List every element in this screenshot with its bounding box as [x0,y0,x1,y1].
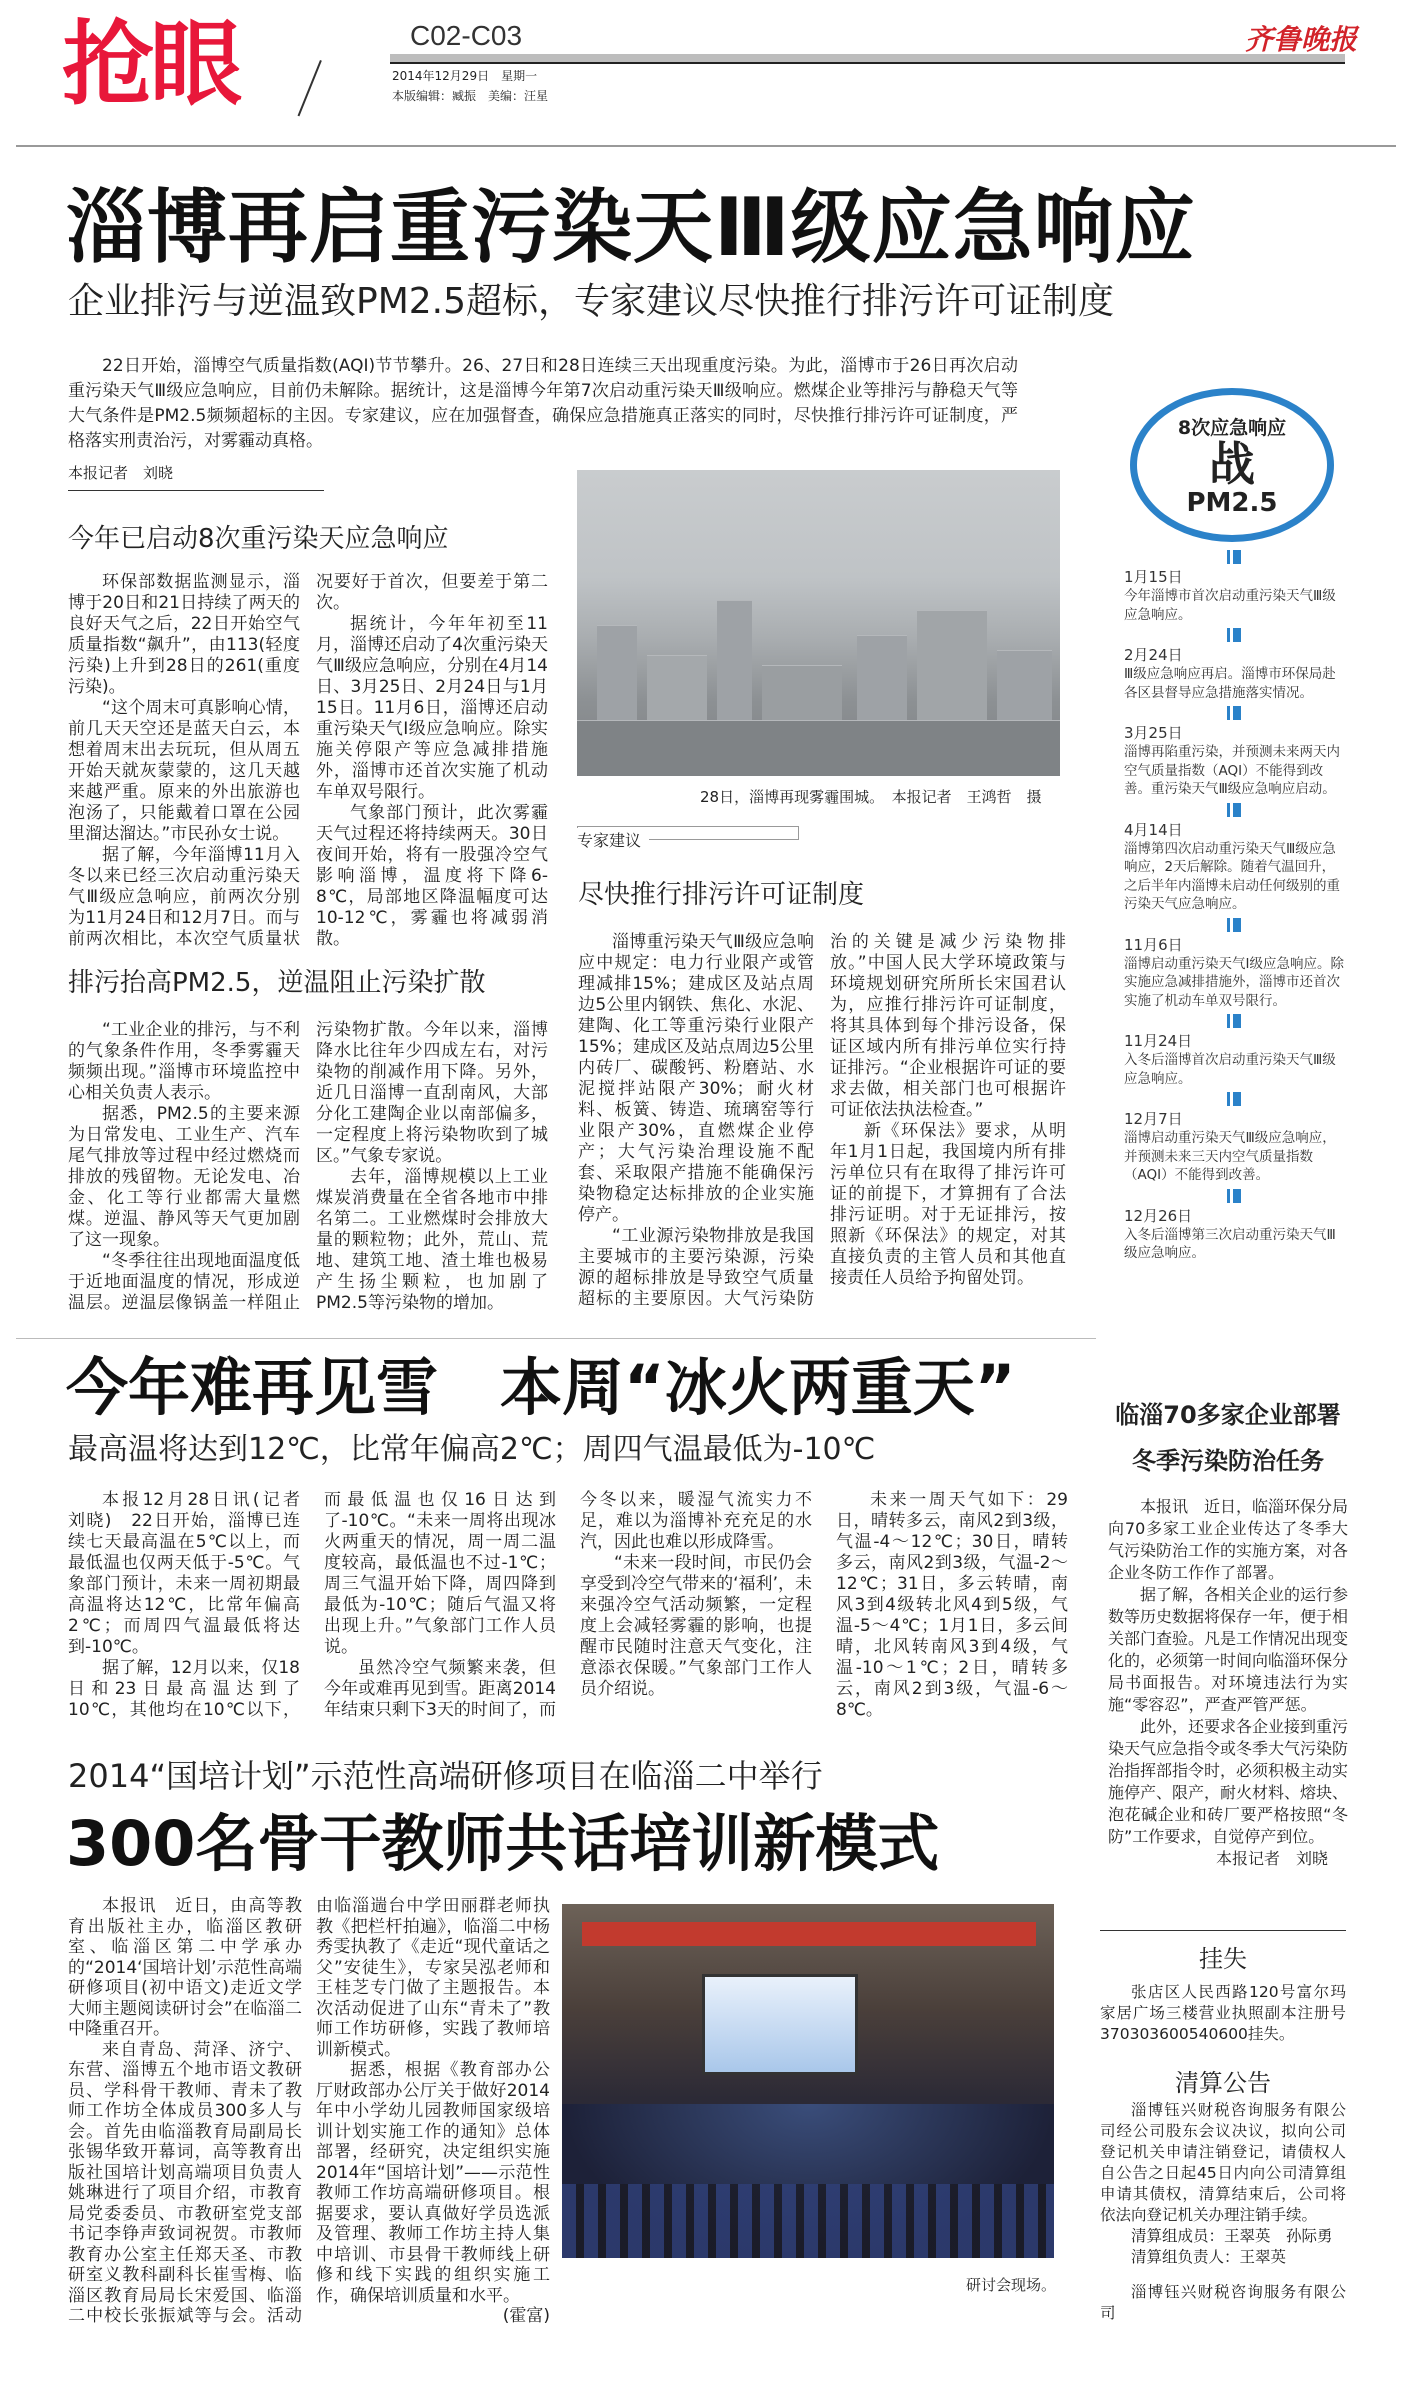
timeline-text: 淄博启动重污染天气Ⅰ级应急响应。除实施应急减排措施外，淄博市还首次实施了机动车单双号限行。 [1124,955,1344,1009]
timeline-date: 1月15日 [1124,568,1183,586]
badge-bottom: PM2.5 [1186,488,1278,518]
paragraph: 此外，还要求各企业接到重污染天气应急指令或冬季大气污染防治指挥部指令时，必须积极主动实施停产、限产，耐火材料、熔块、泡花碱企业和砖厂要严格按照“冬防”工作要求，自觉停产到位。 [1108,1717,1349,1846]
main-headline: 淄博再启重污染天Ⅲ级应急响应 [66,181,1196,274]
weather-headline: 今年难再见雪 本周“冰火两重天” [66,1351,1016,1424]
photo-caption: 28日，淄博再现雾霾围城。 本报记者 王鸿哲 摄 [700,788,1042,806]
timeline-text: 入冬后淄博首次启动重污染天气Ⅲ级应急响应。 [1124,1052,1336,1087]
paragraph: 本报讯 近日，由高等教育出版社主办，临淄区教研室、临淄区第二中学承办的“2014‘国培计划’示范性高端研修项目(初中语文)走近文学大师主题阅读研讨会”在临淄二中隆重召开。 [68,1896,302,2039]
section3-title: 尽快推行排污许可证制度 [578,880,865,910]
timeline-text: 淄博再陷重污染，并预测未来两天内空气质量指数（AQI）不能得到改善。重污染天气Ⅲ级应急响应启动。 [1124,744,1340,797]
paragraph: 据悉，根据《教育部办公厅财政部办公厅关于做好2014年中小学幼儿园教师国家级培训计划实施工作的通知》总体部署，经研究，决定组织实施2014年“国培计划”——示范性教师工作坊高端研修项目。根据要求，要认真做好学员选派及管理、教师工作坊主持人集中培训、市县骨干教师线上研修和线下实践的组织实施工作，确保培训质量和水平。 [316,2060,550,2306]
timeline-date: 4月14日 [1124,820,1183,839]
section-rule [16,1338,1096,1339]
section3-body [578,932,1066,1310]
paragraph: 虽然冷空气频繁来袭，但今年或难再见到雪。距离2014年结束只剩下3天的时间了，而今冬以来，暖湿气流实力不足，难以为淄博补充充足的水汽，因此也难以形成降雪。 [324,1490,812,1720]
lost-text: 张店区人民西路120号富尔玛家居广场三楼营业执照副本注册号370303600540600挂失。 [1100,1983,1346,2043]
badge-main: 战 [1209,437,1255,491]
paragraph: 本报12月28日讯(记者 刘晓) 22日开始，淄博已连续七天最高温在5℃以上，而最低温也仅两天低于-5℃。气象部门预计，未来一周初期最高温将达12℃，比常年偏高2℃；而周四气温最低将达到-10℃。 [68,1490,317,1657]
paragraph: 据了解，今年淄博11月入冬以来已经三次启动重污染天气Ⅲ级应急响应，前两次分别为11月24日和12月7日。而与前两次相比，本次空气质量状况要好于首次，但要差于第二次。 [68,572,548,949]
timeline-date: 12月26日 [1124,1206,1193,1225]
timeline-date: 2月24日 [1124,646,1183,664]
paragraph: 淄博重污染天气Ⅲ级应急响应中规定：电力行业限产或管理减排15%；建成区及站点周边5公里内钢铁、焦化、水泥、建陶、化工等重污染行业限产15%；建成区及站点周边5公里内砖厂、碳酸钙、粉磨站、水泥搅拌站限产30%；耐火材料、板簧、铸造、琉璃窑等行业限产30%，直燃煤企业停产；大气污染治理设施不配套、采取限产措施不能确保污染物稳定达标排放的企业实施停产。 [578,932,814,1225]
section1-title: 今年已启动8次重污染天应急响应 [68,524,449,554]
page-numbers: C02-C03 [410,20,523,51]
timeline-text: 淄博第四次启动重污染天气Ⅲ级应急响应，2天后解除。随着气温回升，之后半年内淄博未启动任何级别的重污染天气应急响应。 [1124,840,1340,912]
liquidation-leader: 清算组负责人：王翠英 [1131,2248,1287,2266]
timeline-text: 淄博启动重污染天气Ⅲ级应急响应，并预测未来三天内空气质量指数（AQI）不能得到改善。 [1124,1130,1336,1183]
lost-title: 挂失 [1199,1945,1247,1973]
section2-body [68,1020,548,1314]
weather-body [68,1490,1068,1721]
badge-top: 8次应急响应 [1177,417,1287,439]
paragraph: “未来一段时间，市民仍会享受到冷空气带来的‘福利’，未来强冷空气活动频繁，一定程度上会减轻雾霾的影响，也提醒市民随时注意天气变化，注意添衣保暖。”气象部门工作人员介绍说。 [580,1553,812,1699]
paragraph: 据悉，PM2.5的主要来源为日常发电、工业生产、汽车尾气排放等过程中经过燃烧而排放的残留物。无论发电、冶金、化工等行业都需大量燃煤。逆温、静风等天气更加剧了这一现象。 [68,1104,300,1250]
timeline-text: Ⅲ级应急响应再启。淄博市环保局赴各区县督导应急措施落实情况。 [1124,666,1336,701]
notice-rule [1100,1930,1346,1931]
byline-rule [68,490,324,491]
paragraph: “工业企业的排污，与不利的气象条件作用，冬季雾霾天频频出现。”淄博市环境监控中心相关负责人表示。 [68,1020,300,1103]
byline: 本报记者 刘晓 [68,464,174,482]
paragraph: 本报讯 近日，临淄环保分局向70多家工业企业传达了冬季大气污染防治工作的实施方案，对各企业冬防工作作了部署。 [1108,1497,1349,1582]
paragraph: 新《环保法》要求，从明年1月1日起，我国境内所有排污单位只有在取得了排污许可证的前提下，才算拥有了合法排污证明。对于无证排污，按照新《环保法》的规定，对其直接负责的主管人员和其他直接责任人员给予拘留处罚。 [830,1121,1066,1288]
paragraph: 据了解，12月以来，仅18日和23日最高温达到了10℃，其他均在10℃以下，而最低温也仅16日达到了-10℃。“未来一周将出现冰火两重天的情况，周一周二温度较高，最低温也不过-1℃；周三气温开始下降，周四降到最低为-10℃；随后气温又将出现上升。”气象部门工作人员说。 [68,1490,556,1720]
timeline-date: 11月24日 [1124,1032,1193,1050]
timeline-connector-icon [1230,1092,1241,1106]
teachers-kicker: 2014“国培计划”示范性高端研修项目在临淄二中举行 [68,1757,823,1795]
expert-tag: 专家建议 [577,828,649,851]
timeline-connector-icon [1230,803,1241,817]
paragraph: 去年，淄博规模以上工业煤炭消费量在全省各地市中排名第二。工业燃煤时会排放大量的颗粒物；此外，荒山、荒地、建筑工地、渣土堆也极易产生扬尘颗粒，也加剧了PM2.5等污染物的增加。 [316,1167,548,1313]
seminar-photo [562,1904,1054,2258]
header-meta [392,66,548,106]
editors: 本版编辑：臧振 美编：汪星 [392,89,549,103]
paragraph: “工业源污染物排放是我国主要城市的主要污染源，污染源的超标排放是导致空气质量超标的主要原因。大气污染防治的关键是减少污染物排放。”中国人民大学环境政策与环境规划研究所所长宋国君认为，应推行排污许可证制度，将其具体到每个排污设备，保证区域内所有排污单位实行持证排污。“企业根据许可证的要求去做，相关部门也可根据许可证依法执法检查。” [578,932,1066,1309]
timeline-connector-icon [1230,918,1241,932]
weather-subheadline: 最高温将达到12℃，比常年偏高2℃；周四气温最低为-10℃ [68,1432,876,1467]
section2-title: 排污抬高PM2.5，逆温阻止污染扩散 [68,968,486,998]
main-subheadline: 企业排污与逆温致PM2.5超标，专家建议尽快推行排污许可证制度 [68,281,1115,322]
timeline-text: 入冬后淄博第三次启动重污染天气Ⅲ级应急响应。 [1124,1226,1336,1261]
timeline-connector-icon [1230,706,1241,720]
liquidation-title: 清算公告 [1175,2069,1271,2097]
paragraph: 未来一周天气如下：29日，晴转多云，南风2到3级，气温-4～12℃；30日，晴转多云，南风2到3级，气温-2～12℃；31日，多云转晴，南风3到4级转北风4到5级，气温-5～4℃；1月1日，多云间晴，北风转南风3到4级，气温-10～1℃；2日，晴转多云，南风2到3级，气温-6～8℃。 [836,1490,1068,1720]
timeline-date: 3月25日 [1124,724,1183,742]
paragraph: 环保部数据监测显示，淄博于20日和21日持续了两天的良好天气之后，22日开始空气质量指数“飙升”，由113(轻度污染)上升到28日的261(重度污染)。 [68,572,300,697]
timeline [1124,546,1346,1263]
timeline-connector-icon [1230,550,1241,564]
linzi-byline: 本报记者 刘晓 [1215,1849,1328,1868]
timeline-text: 今年淄博市首次启动重污染天气Ⅲ级应急响应。 [1124,588,1336,623]
section1-body [68,572,548,950]
timeline-date: 11月6日 [1124,935,1183,954]
liquidation-text: 淄博钰兴财税咨询服务有限公司经公司股东会议决议，拟向公司登记机关申请注销登记，请债权人自公告之日起45日内向公司清算组申请其债权，清算结束后，公司将依法向登记机关办理注销手续。 [1100,2101,1346,2224]
teachers-headline: 300名骨干教师共话培训新模式 [66,1807,940,1880]
paragraph: 气象部门预计，此次雾霾天气过程还将持续两天。30日夜间开始，将有一股强冷空气影响淄博，温度将下降6-8℃，局部地区降温幅度可达10-12℃，雾霾也将减弱消散。 [316,803,548,949]
paragraph: “这个周末可真影响心情，前几天天空还是蓝天白云，本想着周末出去玩玩，但从周五开始天就灰蒙蒙的，这几天越来越严重。原来的外出旅游也泡汤了，只能戴着口罩在公园里溜达溜达。”市民孙女士说。 [68,698,300,844]
header-divider [298,60,322,116]
liquidation-members: 清算组成员：王翠英 孙际勇 [1131,2227,1333,2245]
pm25-badge [1130,388,1334,542]
linzi-body [1108,1496,1348,1870]
teachers-body [68,1896,550,2327]
timeline-connector-icon [1230,628,1241,642]
lead-paragraph: 22日开始，淄博空气质量指数(AQI)节节攀升。26、27日和28日连续三天出现重度污染。为此，淄博市于26日再次启动重污染天气Ⅲ级应急响应，目前仍未解除。据统计，这是淄博今年第7次启动重污染天Ⅲ级响应。燃煤企业等排污与静稳天气等大气条件是PM2.5频频超标的主因。专家建议，应在加强督查，确保应急措施真正落实的同时，尽快推行排污许可证制度，严格落实刑责治污，对雾霾动真格。 [68,356,1018,451]
timeline-connector-icon [1230,1189,1241,1203]
timeline-connector-icon [1230,1014,1241,1028]
smog-city-photo [577,470,1060,776]
paragraph: “冬季往往出现地面温度低于近地面温度的情况，形成逆温层。逆温层像锅盖一样阻止污染物扩散。今年以来，淄博降水比往年少四成左右，对污染物的削减作用下降。另外，近几日淄博一直刮南风，大部分化工建陶企业以南部偏多，一定程度上将污染物吹到了城区。”气象专家说。 [68,1020,548,1313]
linzi-headline-line2: 冬季污染防治任务 [1132,1447,1324,1475]
top-rule [16,145,1396,147]
paragraph: 据了解，各相关企业的运行参数等历史数据将保存一年，便于相关部门查验。凡是工作情况出现变化的，必须第一时间向临淄环保分局书面报告。对环境违法行为实施“零容忍”，严查严管严惩。 [1108,1585,1349,1714]
issue-date: 2014年12月29日 星期一 [392,69,538,83]
linzi-headline-line1: 临淄70多家企业部署 [1115,1401,1341,1429]
linzi-headline [1108,1392,1348,1484]
paragraph: 来自青岛、菏泽、济宁、东营、淄博五个地市语文教研员、学科骨干教师、青未了教师工作坊全体成员300多人与会。首先由临淄教育局副局长张锡华致开幕词，高等教育出版社国培计划高端项目负责人姚琳进行了项目介绍，市教育局党委委员、市教研室党支部书记李铮声致词祝贺。市教师教育办公室主任郑天圣、市教研室义教科副科长崔雪梅、临淄区教育局局长宋爱国、临淄二中校长张振斌等与会。活动由临淄遄台中学田丽群老师执教《把栏杆拍遍》，临淄二中杨秀雯执教了《走近“现代童话之父”安徒生》，专家吴泓老师和王桂芝专门做了主题报告。本次活动促进了山东“青未了”教师工作坊研修，实践了教师培训新模式。 [68,1896,550,2326]
section-logo: 抢眼 [62,11,239,118]
liquidation-signature: 淄博钰兴财税咨询服务有限公司 [1100,2283,1346,2322]
teachers-author: (霍富) [502,2306,550,2326]
paragraph: 据统计，今年年初至11月，淄博还启动了4次重污染天气Ⅲ级应急响应，分别在4月14日、3月25日、2月24日与1月15日。11月6日，淄博还启动重污染天气Ⅰ级应急响应。除实施关停限产等应急减排措施外，淄博市还首次实施了机动车单双号限行。 [316,614,548,802]
newspaper-name: 齐鲁晚报 [1245,23,1358,56]
liquidation-notice [1100,2066,1346,2324]
seminar-caption: 研讨会现场。 [966,2276,1057,2294]
header-bar [390,54,1345,64]
lost-notice [1100,1942,1346,2045]
timeline-date: 12月7日 [1124,1110,1183,1128]
